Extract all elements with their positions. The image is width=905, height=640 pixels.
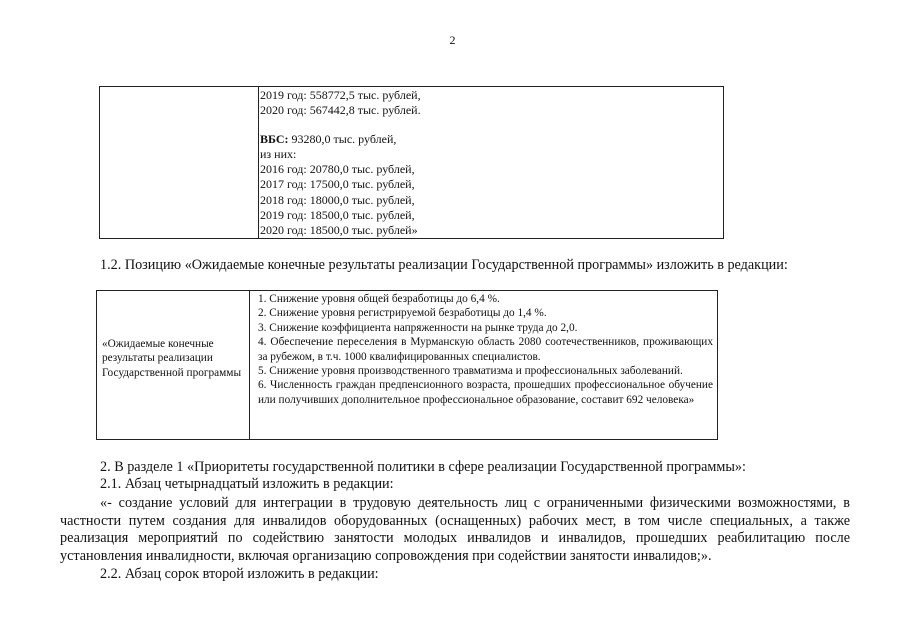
vbs-line: из них:: [260, 146, 297, 161]
result-item: 6. Численность граждан предпенсионного возраста, прошедших профессиональное обучение или получивших дополнительное профессиональное образование, составит 692 человека»: [258, 379, 713, 406]
vbs-label: ВБС:: [260, 131, 289, 146]
paragraph-1-2: 1.2. Позицию «Ожидаемые конечные результаты реализации Государственной программы» изложить в редакции:: [100, 257, 788, 273]
paragraph-2-2: 2.2. Абзац сорок второй изложить в редакции:: [100, 566, 379, 582]
section-2-heading: 2. В разделе 1 «Приоритеты государственной политики в сфере реализации Государственной программы»:: [100, 459, 746, 475]
results-table: [96, 290, 718, 440]
quoted-paragraph-text: «- создание условий для интеграции в трудовую деятельность лиц с ограниченными физическими возможностями, в частности путем создания для инвалидов оборудованных (оснащенных) рабочих мест, в том числе специальных, а также реализация мероприятий по содействию занятости молодых инвалидов и инвалидов, прошедших реабилитацию после установления инвалидности, включая организацию сопровождения при содействии занятости инвалидов;».: [60, 495, 850, 564]
vbs-line: 2019 год: 18500,0 тыс. рублей,: [260, 208, 415, 223]
vbs-value: 93280,0 тыс. рублей,: [288, 131, 397, 146]
funding-cell: [260, 88, 720, 239]
quoted-paragraph: [60, 495, 850, 565]
funding-line: 2020 год: 567442,8 тыс. рублей.: [260, 103, 421, 118]
vbs-line: 2018 год: 18000,0 тыс. рублей,: [260, 192, 415, 207]
result-item: 2. Снижение уровня регистрируемой безработицы до 1,4 %.: [258, 307, 547, 320]
results-list: [258, 292, 713, 407]
result-item: 3. Снижение коэффициента напряженности на рынке труда до 2,0.: [258, 321, 578, 334]
vbs-line: 2016 год: 20780,0 тыс. рублей,: [260, 162, 415, 177]
page-number: 2: [449, 33, 456, 47]
funding-line: 2019 год: 558772,5 тыс. рублей,: [260, 88, 421, 102]
result-item: 4. Обеспечение переселения в Мурманскую область 2080 соотечественников, проживающих за рубежом, в т.ч. 1000 квалифицированных специалистов.: [258, 336, 713, 363]
table-column-divider: [249, 291, 250, 439]
vbs-line: 2020 год: 18500,0 тыс. рублей»: [260, 223, 418, 238]
vbs-line: 2017 год: 17500,0 тыс. рублей,: [260, 177, 415, 192]
blank-line: [260, 119, 720, 132]
result-item: 1. Снижение уровня общей безработицы до 6,4 %.: [258, 293, 500, 305]
results-table-heading: «Ожидаемые конечные результаты реализации Государственной программы: [102, 338, 242, 379]
funding-table: [99, 86, 724, 239]
table-column-divider: [258, 87, 259, 238]
vbs-total-line: [260, 132, 720, 147]
result-item: 5. Снижение уровня производственного травматизма и профессиональных заболеваний.: [258, 365, 683, 378]
paragraph-2-1: 2.1. Абзац четырнадцатый изложить в редакции:: [100, 476, 394, 492]
